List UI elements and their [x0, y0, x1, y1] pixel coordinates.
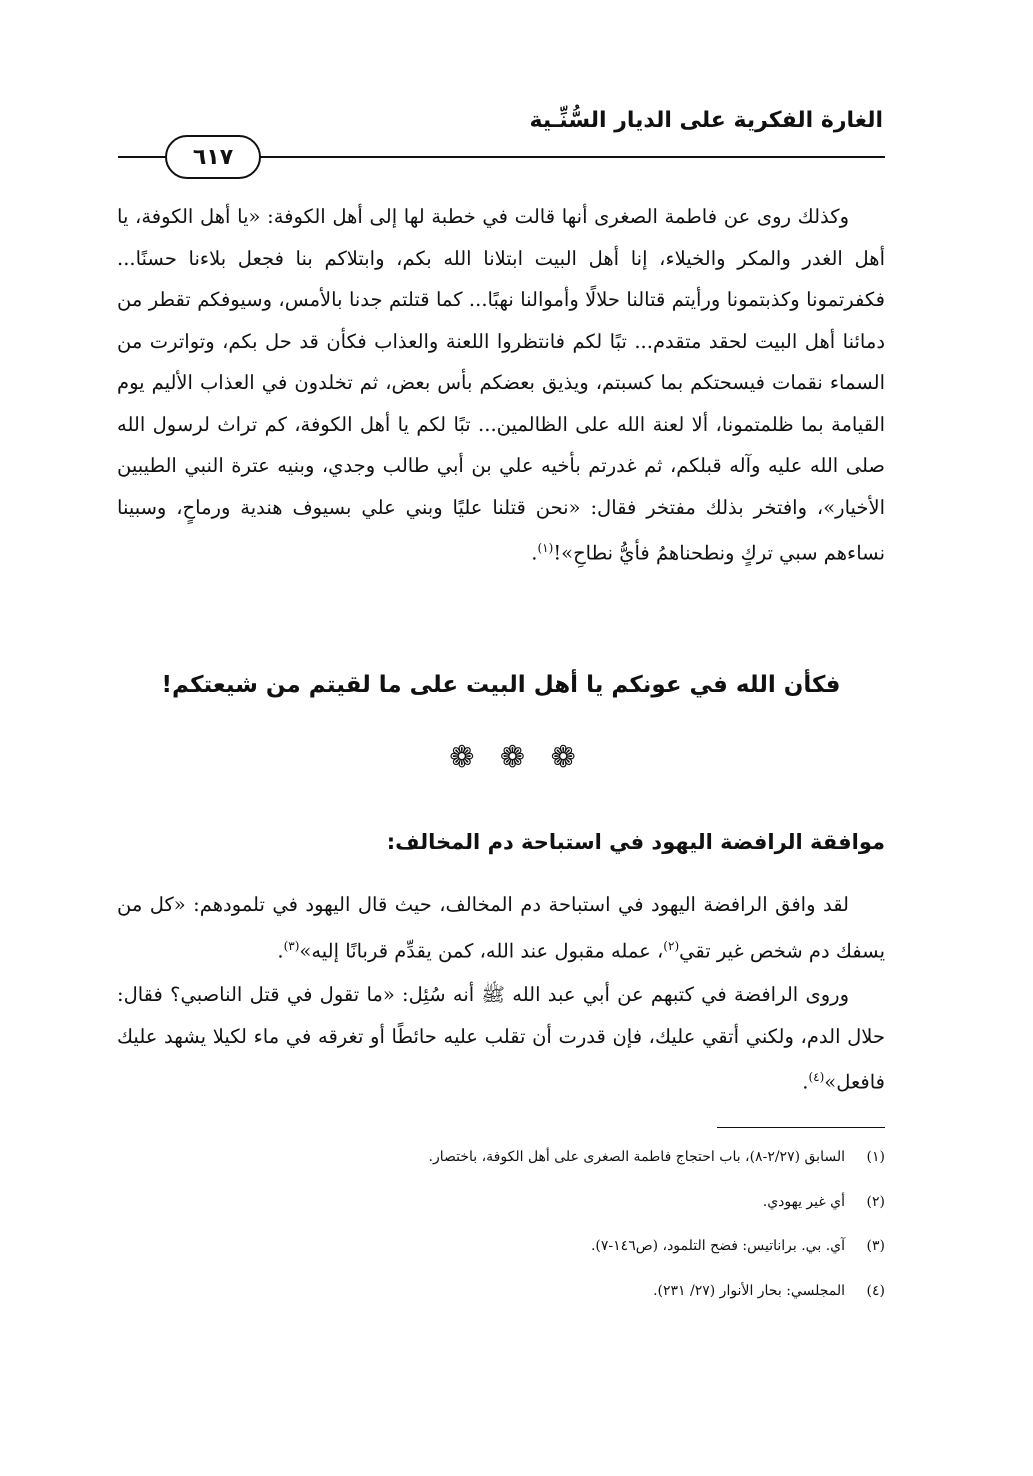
footnote-ref-4[interactable]: (٤) — [808, 1070, 825, 1084]
footnote-text: أي غير يهودي. — [762, 1193, 845, 1210]
paragraph-fatima-sermon — [117, 196, 885, 574]
footnote-item — [117, 1231, 885, 1276]
section-divider-ornament-icon: ❁ ❁ ❁ — [449, 740, 584, 775]
footnote-separator — [717, 1127, 885, 1128]
paragraph-text-continued: ، عمله مقبول عند الله، كمن يقدِّم قربانًا إليه» — [299, 939, 664, 962]
footnote-number: (٤) — [866, 1282, 885, 1299]
footnote-item — [117, 1142, 885, 1187]
footnote-item — [117, 1187, 885, 1232]
footnote-number: (٢) — [866, 1193, 885, 1210]
footnotes-list — [117, 1142, 885, 1320]
footnote-ref-1[interactable]: (١) — [537, 541, 554, 555]
footnote-ref-3[interactable]: (٣) — [283, 938, 300, 953]
footnote-text: آي. بي. براناتيس: فضح التلمود، (ص١٤٦-٧). — [590, 1238, 845, 1254]
running-header-title: الغارة الفكرية على الديار السُّنِّـية — [529, 108, 883, 133]
paragraph-end: . — [277, 939, 284, 962]
paragraph-text: لقد وافق الرافضة اليهود في استباحة دم المخالف، حيث قال اليهود في تلمودهم: «كل من يسفك دم شخص غير تقي — [117, 893, 885, 962]
paragraph-talmud — [117, 884, 885, 972]
paragraph-end: . — [802, 1070, 809, 1094]
paragraph-nasibi — [117, 974, 885, 1103]
section-heading: موافقة الرافضة اليهود في استباحة دم المخالف: — [386, 830, 885, 854]
footnote-ref-2[interactable]: (٢) — [663, 938, 680, 953]
paragraph-end: . — [531, 541, 538, 565]
footnote-text: المجلسي: بحار الأنوار (٢٧/ ٢٣١). — [653, 1282, 845, 1299]
footnote-number: (١) — [866, 1149, 885, 1165]
emphasis-statement: فكأن الله في عونكم يا أهل البيت على ما لقيتم من شيعتكم! — [161, 672, 841, 698]
paragraph-text: وكذلك روى عن فاطمة الصغرى أنها قالت في خطبة لها إلى أهل الكوفة: «يا أهل الكوفة، يا أهل الغدر والمكر والخيلاء، إنا أهل البيت ابتلانا الله بكم، وابتلاكم بنا فجعل بلاءنا حسنًا... فكفرتمونا وكذبتمونا ورأيتم قتالنا حلالًا وأموالنا نهبًا... كما قتلتم جدنا بالأمس، وسيوفكم تقطر من دمائنا أهل البيت لحقد متقدم... تبًا لكم فانتظروا اللعنة والعذاب فكأن قد حل بكم، وتواترت من السماء نقمات فيسحتكم بما كسبتم، ويذيق بعضكم بأس بعض، ثم تخلدون في العذاب الأليم يوم القيامة بما ظلمتمونا، ألا لعنة الله على الظالمين... تبًا لكم يا أهل الكوفة، كم تراث لرسول الله صلى الله عليه وآله قبلكم، ثم غدرتم بأخيه علي بن أبي طالب وجدي، وبنيه عترة النبي الطيبين الأخيار»، وافتخر بذلك مفتخر فقال: «نحن قتلنا عليًا وبني علي بسيوف هندية ورماحٍ، وسبينا نساءهم سبي تركٍ ونطحناهمُ فأيُّ نطاحِ»! — [117, 205, 885, 565]
page-number-badge — [165, 135, 261, 179]
footnote-number: (٣) — [866, 1238, 885, 1254]
paragraph-text: وروى الرافضة في كتبهم عن أبي عبد الله ﷺ أنه سُئِل: «ما تقول في قتل الناصبي؟ فقال: حلال الدم، ولكني أتقي عليك، فإن قدرت أن تقلب عليه حائطًا أو تغرقه في ماء لكيلا يشهد عليك فافعل» — [117, 983, 885, 1094]
page-number: ٦١٧ — [192, 144, 234, 170]
footnote-text: السابق (٢/٢٧-٨)، باب احتجاج فاطمة الصغرى على أهل الكوفة، باختصار. — [428, 1149, 845, 1165]
footnote-item — [117, 1276, 885, 1321]
